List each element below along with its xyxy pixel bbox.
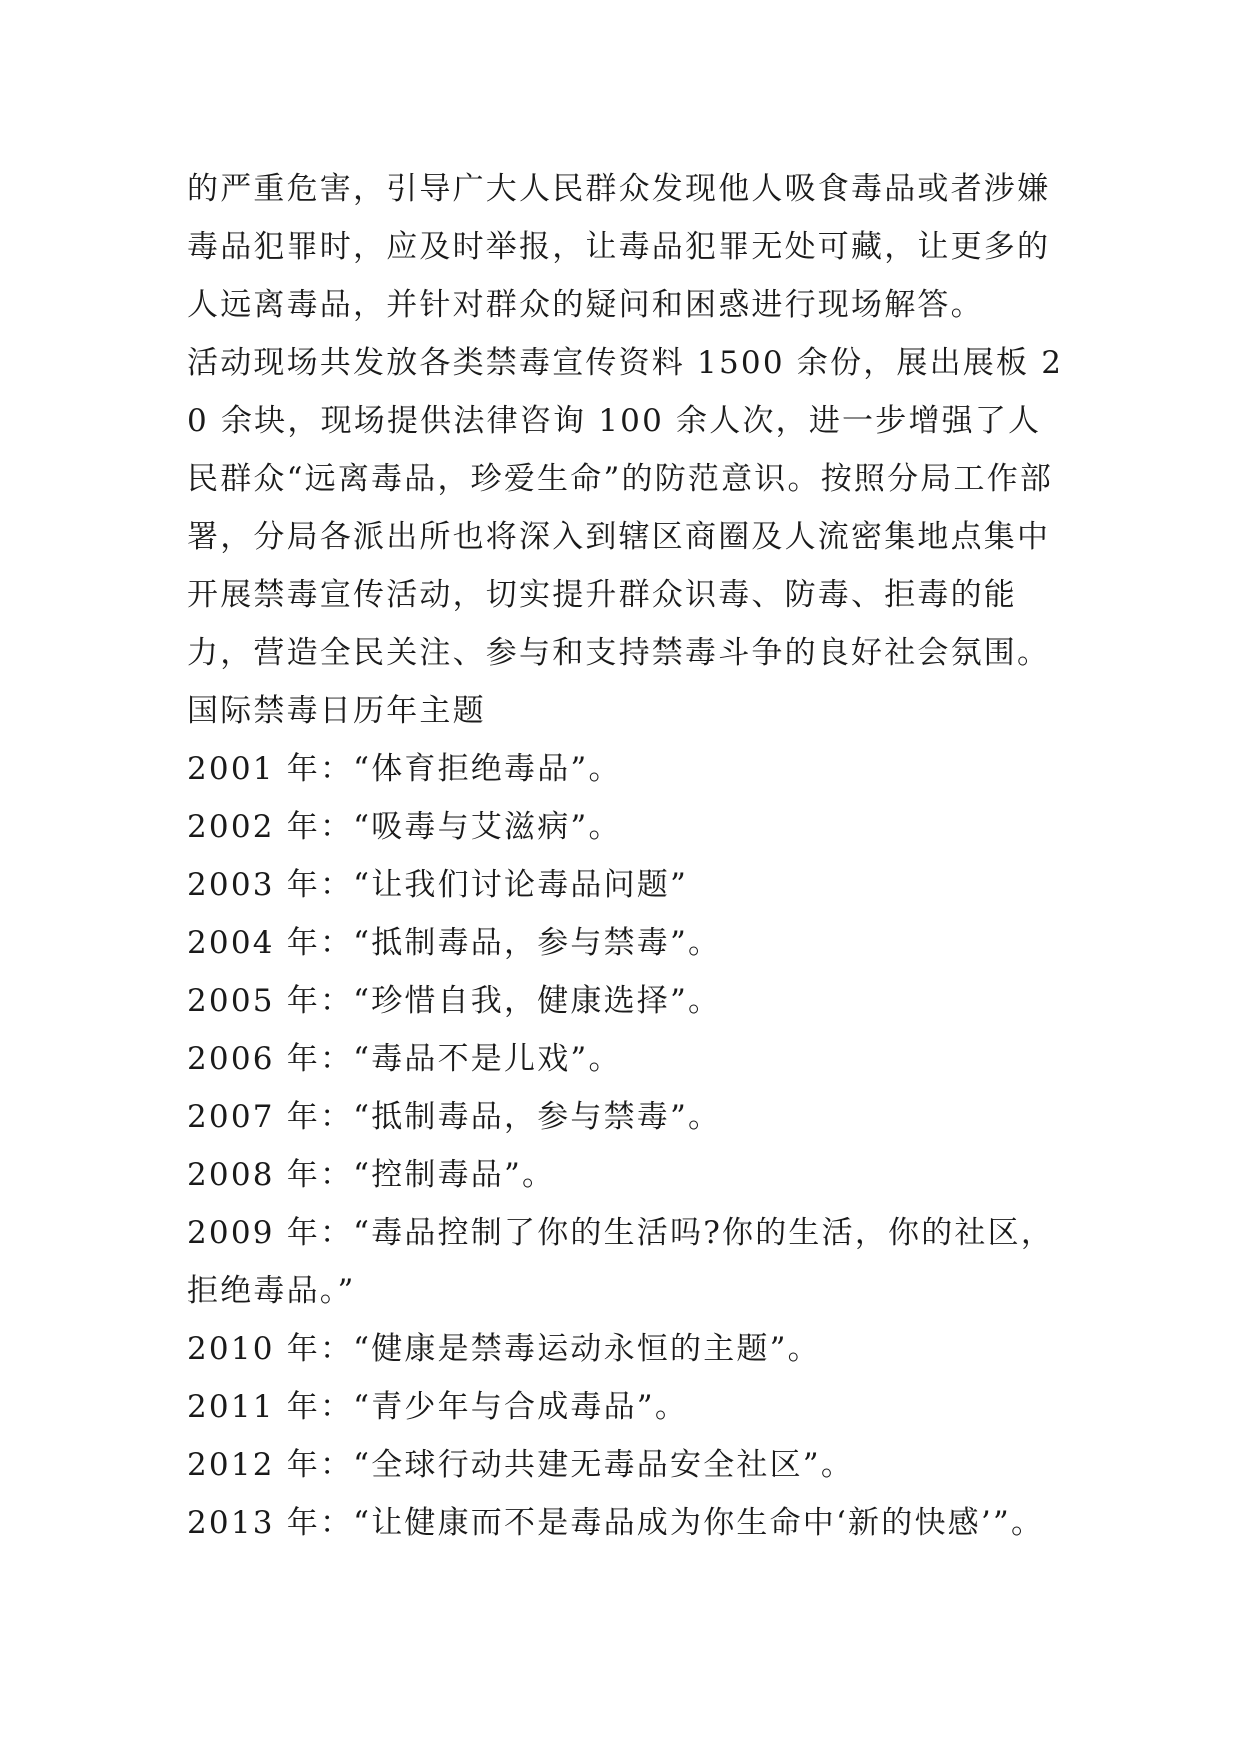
theme-item-2011: 2011 年：“青少年与合成毒品”。 — [187, 1389, 689, 1425]
theme-item-2005: 2005 年：“珍惜自我，健康选择”。 — [187, 983, 722, 1019]
paragraph-activity-results: 活动现场共发放各类禁毒宣传资料 1500 余份，展出展板 20 余块，现场提供法律咨询 100 余人次，进一步增强了人民群众“远离毒品，珍爱生命”的防范意识。按照分局工作部署，分局各派出所也将深入到辖区商圈及人流密集地点集中开展禁毒宣传活动，切实提升群众识毒、防毒、拒毒的能力，营造全民关注、参与和支持禁毒斗争的良好社会氛围。 — [187, 345, 1064, 671]
theme-item-2012: 2012 年：“全球行动共建无毒品安全社区”。 — [187, 1447, 855, 1483]
paragraph-publicity-harm: 的严重危害，引导广大人民群众发现他人吸食毒品或者涉嫌毒品犯罪时，应及时举报，让毒品犯罪无处可藏，让更多的人远离毒品，并针对群众的疑问和困惑进行现场解答。 — [187, 171, 1051, 323]
theme-item-2007: 2007 年：“抵制毒品，参与禁毒”。 — [187, 1099, 722, 1135]
theme-item-2010: 2010 年：“健康是禁毒运动永恒的主题”。 — [187, 1331, 821, 1367]
section-heading: 国际禁毒日历年主题 — [187, 693, 486, 729]
theme-item-2002: 2002 年：“吸毒与艾滋病”。 — [187, 809, 622, 845]
theme-item-2003: 2003 年：“让我们讨论毒品问题” — [187, 867, 689, 903]
theme-item-2006: 2006 年：“毒品不是儿戏”。 — [187, 1041, 622, 1077]
theme-item-2008: 2008 年：“控制毒品”。 — [187, 1157, 556, 1193]
theme-item-2013: 2013 年：“让健康而不是毒品成为你生命中‘新的快感’”。 — [187, 1505, 1045, 1541]
theme-item-2009: 2009 年：“毒品控制了你的生活吗?你的生活，你的社区，拒绝毒品。” — [187, 1215, 1055, 1309]
theme-item-2004: 2004 年：“抵制毒品，参与禁毒”。 — [187, 925, 722, 961]
theme-item-2001: 2001 年：“体育拒绝毒品”。 — [187, 751, 622, 787]
document-body — [187, 160, 1067, 1552]
